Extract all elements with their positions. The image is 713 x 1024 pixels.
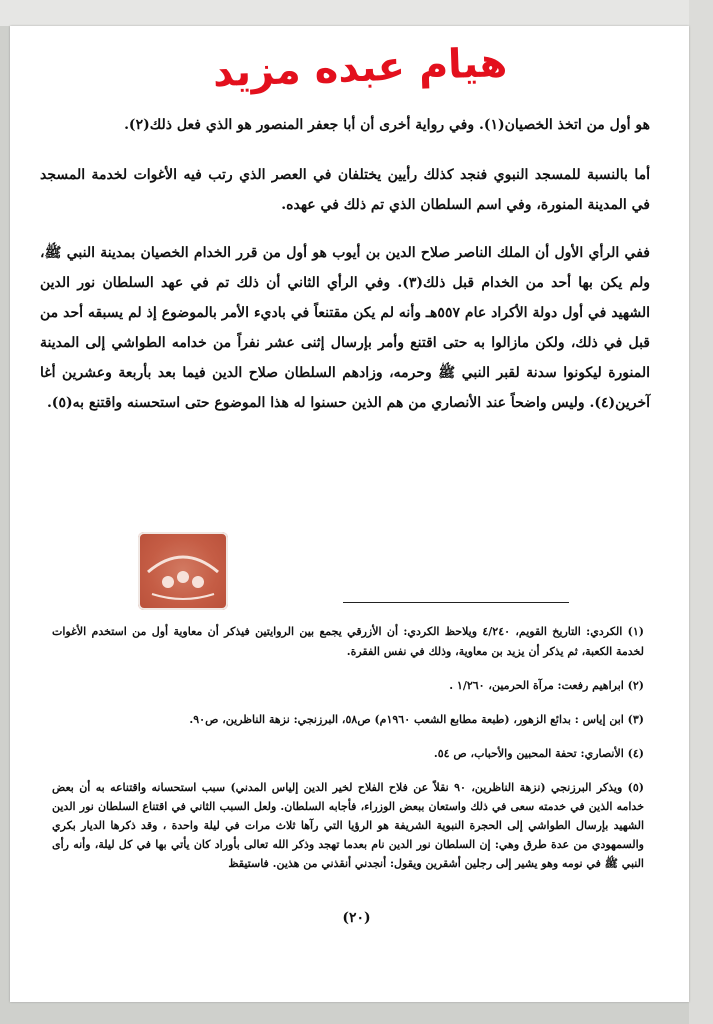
footnote-5: (٥) ويذكر البرزنجي (نزهة الناظرين، ٩٠ نقلاً عن فلاح الفلاح لخير الدين إلياس المدني) سبب استحسانه واقتناعه به أن بعض خدامه الذين في خدمته سعى في ذلك واستعان ببعض الوزراء، فأجابه السلطان. ولعل السبب الثاني في اقتناع السلطان نور الدين الشهيد بإرسال الطواشي إلى الحجرة النبوية الشريفة هو الرؤيا التي رآها ثلاث مرات في ليلة واحدة ، وقد ذكرها الديار بكري والسمهودي من عدة طرق وهي: إن السلطان نور الدين نام بعدما تهجد وذكر الله تعالى بأوراد كان يأتي بها في كل ليلة، وأنه رأى النبي ﷺ في نومه وهو يشير إلى رجلين أشقرين ويقول: أنجدني أنقذني من هذين. فاستيقظ bbox=[52, 781, 644, 870]
footnote-4: (٤) الأنصاري: تحفة المحبين والأحباب، ص ٥٤. bbox=[433, 747, 644, 760]
scan-right-edge bbox=[689, 0, 713, 1024]
footnote-2: (٢) ابراهيم رفعت: مرآة الحرمين، ١/٢٦٠ . bbox=[449, 679, 644, 692]
watermark-signature: هيام عبده مزيد bbox=[212, 39, 508, 97]
footnotes bbox=[52, 622, 644, 873]
paragraph-1: هو أول من اتخذ الخصيان(١). وفي رواية أخرى أن أبا جعفر المنصور هو الذي فعل ذلك(٢). bbox=[124, 117, 650, 133]
footnote-3: (٣) ابن إياس : بدائع الزهور، (طبعة مطابع الشعب ١٩٦٠م) ص٥٨، البرزنجي: نزهة الناظرين، ص٩٠. bbox=[189, 713, 644, 726]
main-text bbox=[40, 110, 650, 436]
paragraph-2: أما بالنسبة للمسجد النبوي فنجد كذلك رأيين يختلفان في العصر الذي رتب فيه الأغوات لخدمة المسجد في المدينة المنورة، وفي اسم السلطان الذي تم ذلك في عهده. bbox=[40, 167, 650, 213]
paragraph-3: ففي الرأي الأول أن الملك الناصر صلاح الدين بن أيوب هو أول من قرر الخدام الخصيان بمدينة النبي ﷺ، ولم يكن بها أحد من الخدام قبل ذلك(٣). وفي الرأي الثاني أن ذلك تم في عهد السلطان نور الدين الشهيد في أول دولة الأكراد عام ٥٥٧هـ وأنه لم يكن مقتنعاً في باديء الأمر بالموضوع إذ لم يسبقه أحد من قبل في ذلك، ولكن مازالوا به حتى اقتنع وأمر بإرسال إثنى عشر نفراً من خدامه الطواشي إلى المدينة المنورة ليكونوا سدنة لقبر النبي ﷺ وحرمه، وزادهم السلطان صلاح الدين فيما بعد بأربعة وعشرين أغا آخرين(٤). وليس واضحاً عند الأنصاري من هم الذين حسنوا له هذا الموضوع حتى استحسنه واقتنع به(٥). bbox=[40, 245, 651, 411]
footnote-1: (١) الكردي: التاريخ القويم، ٤/٢٤٠ ويلاحظ الكردي: أن الأزرقي يجمع بين الروايتين فيذكر أن معاوية أول من استخدم الأغوات لخدمة الكعبة، ثم يذكر أن يزيد بن معاوية، وذلك في نفس الفقرة. bbox=[52, 625, 644, 658]
scan-top-edge bbox=[0, 0, 713, 26]
stamp-seal-icon bbox=[138, 532, 228, 610]
stamp-seal-graphic bbox=[138, 532, 228, 610]
page-number: (٢٠) bbox=[342, 910, 371, 926]
footnote-separator bbox=[343, 602, 569, 603]
